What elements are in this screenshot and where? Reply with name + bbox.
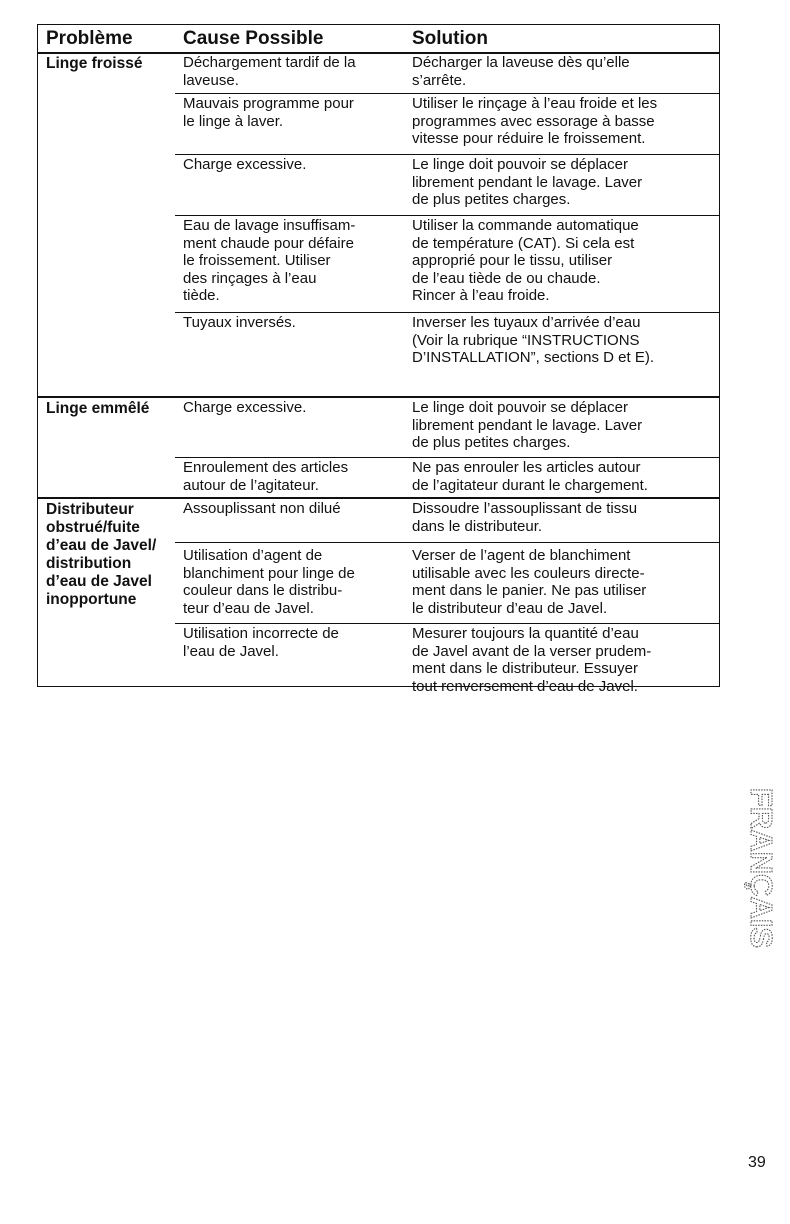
table-row xyxy=(175,93,719,153)
table-row xyxy=(175,154,719,214)
table-row xyxy=(175,457,719,500)
page-number: 39 xyxy=(748,1154,766,1171)
header-problem: Problème xyxy=(46,28,133,49)
cause-cell: Enroulement des articles autour de l’agitateur. xyxy=(183,459,349,494)
cause-cell: Charge excessive. xyxy=(183,156,307,173)
cause-cell: Assouplissant non dilué xyxy=(183,500,341,517)
cause-cell: Eau de lavage insuffisam- ment chaude pour défaire le froissement. Utiliser des rinçages à l’eau tiède. xyxy=(183,217,356,304)
francais-side-label xyxy=(723,760,779,976)
side-label-text: FRANÇAIS xyxy=(744,787,779,949)
cause-cell: Charge excessive. xyxy=(183,399,307,416)
cause-cell: Utilisation incorrecte de l’eau de Javel. xyxy=(183,625,339,660)
table-row xyxy=(175,398,719,456)
cause-cell: Utilisation d’agent de blanchiment pour linge de couleur dans le distribu- teur d’eau de Javel. xyxy=(183,547,355,617)
solution-cell: Le linge doit pouvoir se déplacer librement pendant le lavage. Laver de plus petites charges. xyxy=(412,156,643,208)
solution-cell: Verser de l’agent de blanchiment utilisable avec les couleurs directe- ment dans le panier. Ne pas utiliser le distributeur d’eau de Javel. xyxy=(412,547,647,617)
solution-cell: Le linge doit pouvoir se déplacer librement pendant le lavage. Laver de plus petites charges. xyxy=(412,399,643,451)
cause-cell: Mauvais programme pour le linge à laver. xyxy=(183,95,354,130)
solution-cell: Dissoudre l’assouplissant de tissu dans le distributeur. xyxy=(412,500,638,535)
table-header xyxy=(38,25,719,54)
table-row xyxy=(175,542,719,623)
solution-cell: Inverser les tuyaux d’arrivée d’eau (Voir la rubrique “INSTRUCTIONS D’INSTALLATION”, sections D et E). xyxy=(412,314,654,366)
table-row xyxy=(175,215,719,311)
problem-group-dispenser xyxy=(38,497,719,695)
problem-label: Distributeur obstrué/fuite d’eau de Javel/ distribution d’eau de Javel inopportune xyxy=(46,501,157,608)
solution-cell: Mesurer toujours la quantité d’eau de Javel avant de la verser prudem- ment dans le distributeur. Essuyer tout renversement d’eau de Javel. xyxy=(412,625,652,695)
troubleshooting-table xyxy=(37,24,720,695)
table-row xyxy=(175,53,719,92)
table-row xyxy=(175,499,719,540)
header-solution: Solution xyxy=(412,28,488,49)
table-row xyxy=(175,623,719,695)
solution-cell: Décharger la laveuse dès qu’elle s’arrête. xyxy=(412,54,630,89)
problem-label: Linge emmêlé xyxy=(46,400,150,417)
header-cause: Cause Possible xyxy=(183,28,324,49)
problem-group-tangled xyxy=(38,396,719,500)
table-row xyxy=(175,312,719,397)
solution-cell: Utiliser la commande automatique de température (CAT). Si cela est approprié pour le tissu, utiliser de l’eau tiède de ou chaude. Rincer à l’eau froide. xyxy=(412,217,639,304)
solution-cell: Ne pas enrouler les articles autour de l’agitateur durant le chargement. xyxy=(412,459,648,494)
problem-group-wrinkled xyxy=(38,53,719,397)
cause-cell: Déchargement tardif de la laveuse. xyxy=(183,54,356,89)
solution-cell: Utiliser le rinçage à l’eau froide et les programmes avec essorage à basse vitesse pour réduire le froissement. xyxy=(412,95,658,147)
cause-cell: Tuyaux inversés. xyxy=(183,314,296,331)
problem-label: Linge froissé xyxy=(46,55,143,72)
